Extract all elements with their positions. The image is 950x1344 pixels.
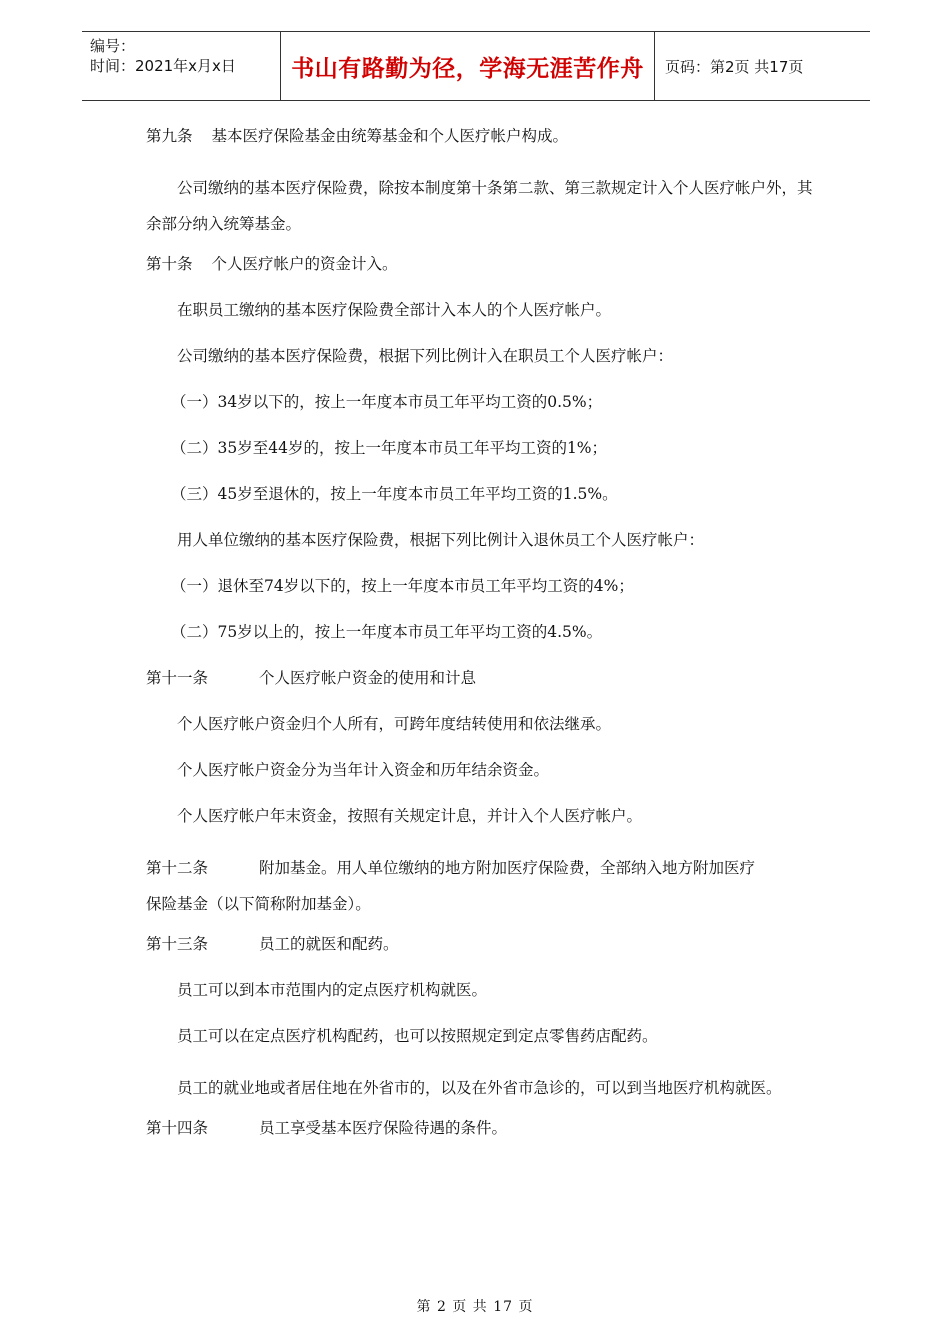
paragraph: 员工可以在定点医疗机构配药，也可以按照规定到定点零售药店配药。 <box>177 1027 658 1045</box>
article-text: 员工享受基本医疗保险待遇的条件。 <box>259 1119 508 1137</box>
article-12-heading <box>146 850 816 922</box>
article-10-heading <box>146 252 816 276</box>
page-footer: 第 2 页 共 17 页 <box>416 1299 534 1315</box>
article-number: 第九条 <box>146 127 193 145</box>
article-text: 基本医疗保险基金由统筹基金和个人医疗帐户构成。 <box>211 127 569 145</box>
article-text-continued: 保险基金（以下简称附加基金）。 <box>146 895 371 913</box>
paragraph: 个人医疗帐户年末资金，按照有关规定计息，并计入个人医疗帐户。 <box>177 807 643 825</box>
paragraph: 公司缴纳的基本医疗保险费，除按本制度第十条第二款、第三款规定计入个人医疗帐户外，其余部分纳入统筹基金。 <box>146 179 813 233</box>
article-number: 第十三条 <box>146 935 209 953</box>
article-text: 个人医疗帐户的资金计入。 <box>211 255 398 273</box>
article-text: 个人医疗帐户资金的使用和计息 <box>259 669 477 687</box>
article-11-heading <box>146 666 816 690</box>
document-time-label: 时间：2021年x月x日 <box>90 57 236 75</box>
list-item: （一）退休至74岁以下的，按上一年度本市员工年平均工资的4%； <box>171 577 634 595</box>
article-9-heading <box>146 124 816 148</box>
paragraph: 个人医疗帐户资金归个人所有，可跨年度结转使用和依法继承。 <box>177 715 612 733</box>
article-number: 第十二条 <box>146 859 209 877</box>
article-text: 员工的就医和配药。 <box>259 935 399 953</box>
document-body <box>146 124 816 1162</box>
article-number: 第十条 <box>146 255 193 273</box>
list-item: （二）75岁以上的，按上一年度本市员工年平均工资的4.5%。 <box>171 623 603 641</box>
paragraph: 用人单位缴纳的基本医疗保险费，根据下列比例计入退休员工个人医疗帐户： <box>177 531 705 549</box>
document-number-label: 编号： <box>90 37 136 55</box>
list-item: （一）34岁以下的，按上一年度本市员工年平均工资的0.5%； <box>171 393 603 411</box>
article-text: 附加基金。用人单位缴纳的地方附加医疗保险费，全部纳入地方附加医疗 <box>259 859 756 877</box>
paragraph: 公司缴纳的基本医疗保险费，根据下列比例计入在职员工个人医疗帐户： <box>177 347 674 365</box>
page-header <box>82 31 870 101</box>
list-item: （三）45岁至退休的，按上一年度本市员工年平均工资的1.5%。 <box>171 485 618 503</box>
list-item: （二）35岁至44岁的，按上一年度本市员工年平均工资的1%； <box>171 439 608 457</box>
paragraph: 员工可以到本市范围内的定点医疗机构就医。 <box>177 981 488 999</box>
article-14-heading <box>146 1116 816 1140</box>
article-13-heading <box>146 932 816 956</box>
article-number: 第十四条 <box>146 1119 209 1137</box>
header-page-info: 页码：第2页 共17页 <box>665 57 804 76</box>
paragraph: 个人医疗帐户资金分为当年计入资金和历年结余资金。 <box>177 761 550 779</box>
header-motto: 书山有路勤为径，学海无涯苦作舟 <box>281 32 655 100</box>
paragraph: 在职员工缴纳的基本医疗保险费全部计入本人的个人医疗帐户。 <box>177 301 612 319</box>
article-number: 第十一条 <box>146 669 209 687</box>
header-meta <box>82 32 281 100</box>
paragraph: 员工的就业地或者居住地在外省市的，以及在外省市急诊的，可以到当地医疗机构就医。 <box>177 1079 782 1097</box>
